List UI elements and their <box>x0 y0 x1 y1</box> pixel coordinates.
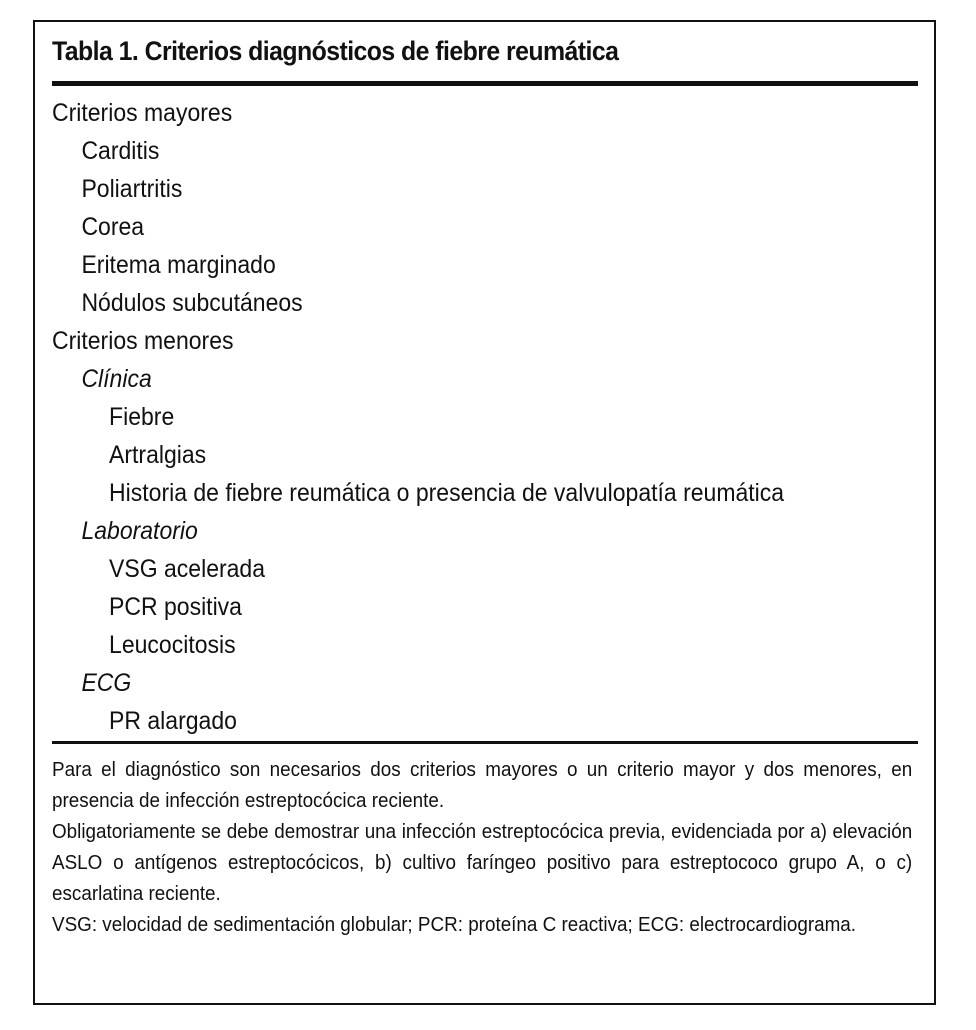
list-item-minor-header: Criterios menores <box>52 327 234 355</box>
list-item-historia: Historia de fiebre reumática o presencia de valvulopatía reumática <box>109 479 785 507</box>
list-item-laboratorio-subheader: Laboratorio <box>81 517 198 545</box>
list-item-vsg: VSG acelerada <box>109 555 266 583</box>
footer-divider <box>52 741 918 744</box>
list-item-artralgias: Artralgias <box>109 441 207 469</box>
list-item-eritema: Eritema marginado <box>81 251 276 279</box>
list-item-carditis: Carditis <box>81 137 160 165</box>
list-item-pr: PR alargado <box>109 707 237 735</box>
list-item-leucocitosis: Leucocitosis <box>109 631 236 659</box>
footnote-abbreviations: VSG: velocidad de sedimentación globular; PCR: proteína C reactiva; ECG: electrocardiograma. <box>52 913 857 936</box>
footnote-infection: Obligatoriamente se debe demostrar una infección estreptocócica previa, evidenciada por a) elevación ASLO o antígenos estreptocócicos, b) cultivo faríngeo positivo para estreptococo grupo A, o c) escarlatina reciente. <box>52 820 913 905</box>
criteria-table <box>33 20 936 1005</box>
table-footnotes <box>52 754 912 940</box>
table-title: Tabla 1. Criterios diagnósticos de fiebre reumática <box>52 36 619 66</box>
list-item-corea: Corea <box>81 213 145 241</box>
list-item-poliartritis: Poliartritis <box>81 175 183 203</box>
title-divider <box>52 81 918 86</box>
list-item-clinica-subheader: Clínica <box>81 365 152 393</box>
list-item-fiebre: Fiebre <box>109 403 175 431</box>
footnote-diagnosis: Para el diagnóstico son necesarios dos criterios mayores o un criterio mayor y dos menores, en presencia de infección estreptocócica reciente. <box>52 758 913 812</box>
list-item-major-header: Criterios mayores <box>52 99 233 127</box>
list-item-pcr: PCR positiva <box>109 593 242 621</box>
list-item-ecg-subheader: ECG <box>81 669 132 697</box>
list-item-nodulos: Nódulos subcutáneos <box>81 289 303 317</box>
criteria-list <box>52 94 848 740</box>
